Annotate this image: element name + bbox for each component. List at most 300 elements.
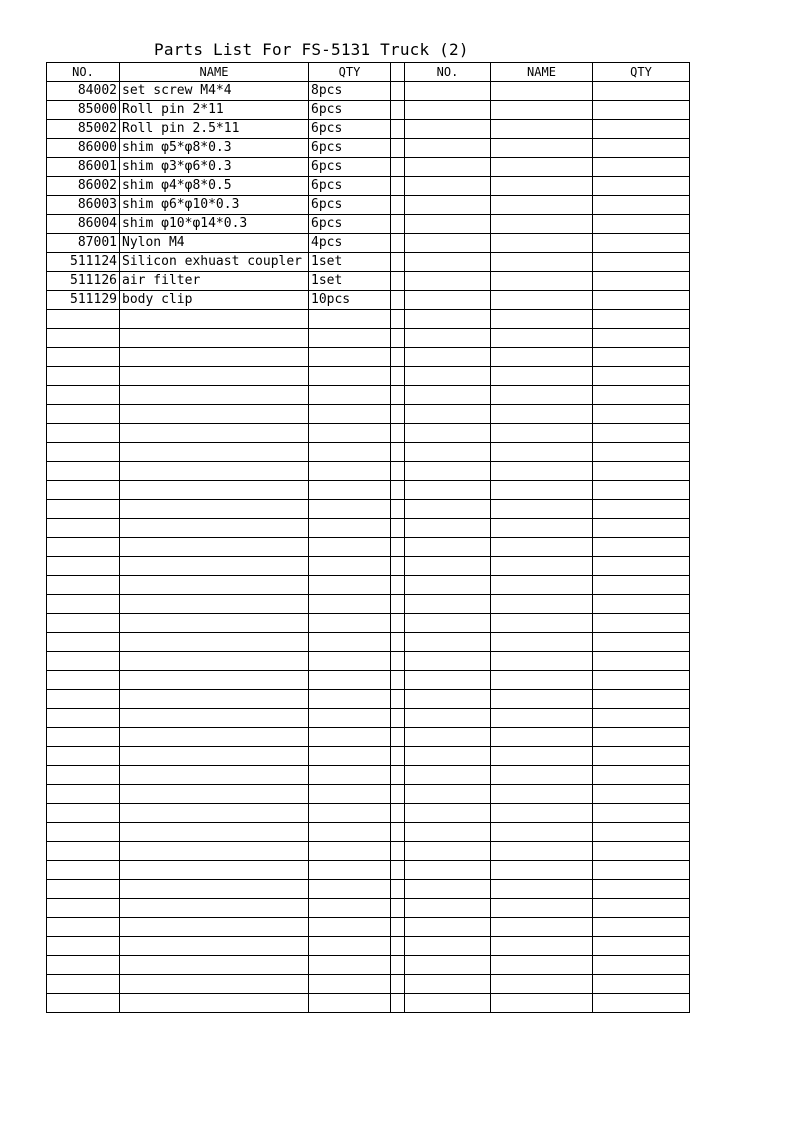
cell-qty: [309, 690, 391, 709]
cell-qty-right: [593, 82, 690, 101]
cell-gap: [391, 709, 405, 728]
cell-no: 87001: [47, 234, 120, 253]
cell-qty: [309, 614, 391, 633]
header-name-right: NAME: [491, 63, 593, 82]
cell-qty: [309, 633, 391, 652]
cell-qty: [309, 519, 391, 538]
cell-qty-right: [593, 120, 690, 139]
table-row: [47, 405, 690, 424]
cell-no-right: [405, 595, 491, 614]
cell-qty: [309, 975, 391, 994]
cell-qty-right: [593, 994, 690, 1013]
cell-name: [120, 614, 309, 633]
cell-no-right: [405, 215, 491, 234]
cell-no: [47, 348, 120, 367]
cell-gap: [391, 443, 405, 462]
cell-no-right: [405, 785, 491, 804]
cell-qty: 1set: [309, 253, 391, 272]
cell-qty-right: [593, 215, 690, 234]
cell-qty-right: [593, 158, 690, 177]
cell-qty-right: [593, 538, 690, 557]
cell-gap: [391, 519, 405, 538]
cell-gap: [391, 899, 405, 918]
cell-qty-right: [593, 462, 690, 481]
cell-name-right: [491, 386, 593, 405]
cell-name-right: [491, 253, 593, 272]
cell-gap: [391, 766, 405, 785]
cell-qty: [309, 310, 391, 329]
table-row: [47, 367, 690, 386]
cell-no-right: [405, 557, 491, 576]
cell-no: [47, 329, 120, 348]
cell-no-right: [405, 538, 491, 557]
cell-no: [47, 937, 120, 956]
cell-name-right: [491, 500, 593, 519]
cell-no: 86002: [47, 177, 120, 196]
cell-name: [120, 804, 309, 823]
cell-no-right: [405, 234, 491, 253]
cell-qty-right: [593, 139, 690, 158]
cell-qty-right: [593, 975, 690, 994]
cell-name-right: [491, 728, 593, 747]
cell-gap: [391, 120, 405, 139]
cell-name-right: [491, 424, 593, 443]
cell-no: [47, 519, 120, 538]
cell-name: body clip: [120, 291, 309, 310]
cell-qty: [309, 462, 391, 481]
cell-qty: 10pcs: [309, 291, 391, 310]
cell-qty-right: [593, 880, 690, 899]
cell-no: [47, 709, 120, 728]
cell-qty-right: [593, 937, 690, 956]
cell-no: 86001: [47, 158, 120, 177]
table-row: [47, 310, 690, 329]
cell-name: [120, 633, 309, 652]
cell-gap: [391, 215, 405, 234]
cell-no: 85002: [47, 120, 120, 139]
cell-qty-right: [593, 595, 690, 614]
cell-gap: [391, 823, 405, 842]
cell-no: [47, 785, 120, 804]
cell-no-right: [405, 367, 491, 386]
cell-qty-right: [593, 386, 690, 405]
table-row: [47, 272, 690, 291]
cell-name: [120, 728, 309, 747]
header-no-left: NO.: [47, 63, 120, 82]
cell-no-right: [405, 405, 491, 424]
cell-qty-right: [593, 576, 690, 595]
cell-no-right: [405, 253, 491, 272]
cell-name: [120, 462, 309, 481]
cell-gap: [391, 861, 405, 880]
parts-table: [46, 62, 690, 1013]
table-row: [47, 956, 690, 975]
cell-gap: [391, 595, 405, 614]
cell-no: [47, 595, 120, 614]
cell-name: shim φ5*φ8*0.3: [120, 139, 309, 158]
cell-name-right: [491, 158, 593, 177]
cell-gap: [391, 690, 405, 709]
cell-name: [120, 367, 309, 386]
cell-name-right: [491, 196, 593, 215]
cell-no-right: [405, 386, 491, 405]
cell-name: [120, 481, 309, 500]
cell-no-right: [405, 519, 491, 538]
cell-no: 86000: [47, 139, 120, 158]
cell-no: [47, 481, 120, 500]
cell-name-right: [491, 747, 593, 766]
table-row: [47, 709, 690, 728]
cell-qty-right: [593, 443, 690, 462]
table-row: [47, 804, 690, 823]
cell-name: [120, 785, 309, 804]
cell-name-right: [491, 443, 593, 462]
cell-no-right: [405, 671, 491, 690]
cell-name-right: [491, 139, 593, 158]
cell-no: 511124: [47, 253, 120, 272]
cell-name-right: [491, 481, 593, 500]
cell-qty: [309, 348, 391, 367]
cell-name-right: [491, 614, 593, 633]
cell-qty-right: [593, 367, 690, 386]
cell-qty-right: [593, 842, 690, 861]
cell-qty: [309, 937, 391, 956]
cell-name: [120, 348, 309, 367]
table-row: [47, 652, 690, 671]
cell-name-right: [491, 861, 593, 880]
header-qty-left: QTY: [309, 63, 391, 82]
cell-name: [120, 842, 309, 861]
cell-gap: [391, 291, 405, 310]
table-row: [47, 899, 690, 918]
cell-qty: 6pcs: [309, 177, 391, 196]
cell-name-right: [491, 633, 593, 652]
cell-qty-right: [593, 614, 690, 633]
cell-no-right: [405, 728, 491, 747]
cell-qty-right: [593, 633, 690, 652]
cell-qty-right: [593, 918, 690, 937]
cell-name-right: [491, 272, 593, 291]
cell-name-right: [491, 557, 593, 576]
cell-no-right: [405, 101, 491, 120]
cell-gap: [391, 576, 405, 595]
cell-name: [120, 994, 309, 1013]
cell-name: [120, 975, 309, 994]
table-row: [47, 842, 690, 861]
table-row: [47, 234, 690, 253]
cell-no: 86004: [47, 215, 120, 234]
cell-no: [47, 310, 120, 329]
cell-name: [120, 329, 309, 348]
cell-no-right: [405, 956, 491, 975]
cell-qty-right: [593, 709, 690, 728]
cell-qty: [309, 728, 391, 747]
cell-name-right: [491, 937, 593, 956]
table-row: [47, 101, 690, 120]
cell-no-right: [405, 842, 491, 861]
cell-qty: [309, 899, 391, 918]
cell-gap: [391, 880, 405, 899]
cell-name-right: [491, 101, 593, 120]
cell-name: Roll pin 2*11: [120, 101, 309, 120]
cell-qty: [309, 329, 391, 348]
table-row: [47, 462, 690, 481]
cell-no: [47, 538, 120, 557]
cell-no-right: [405, 310, 491, 329]
cell-name: [120, 671, 309, 690]
table-row: [47, 994, 690, 1013]
cell-no: [47, 899, 120, 918]
cell-name: [120, 747, 309, 766]
cell-no-right: [405, 82, 491, 101]
cell-name-right: [491, 329, 593, 348]
cell-no-right: [405, 348, 491, 367]
cell-name: Roll pin 2.5*11: [120, 120, 309, 139]
table-row: [47, 633, 690, 652]
cell-name-right: [491, 823, 593, 842]
table-row: [47, 82, 690, 101]
cell-no: [47, 690, 120, 709]
table-header-row: [47, 63, 690, 82]
cell-gap: [391, 614, 405, 633]
cell-qty-right: [593, 899, 690, 918]
cell-no-right: [405, 120, 491, 139]
cell-qty: [309, 918, 391, 937]
header-qty-right: QTY: [593, 63, 690, 82]
cell-gap: [391, 253, 405, 272]
cell-qty: [309, 576, 391, 595]
cell-gap: [391, 975, 405, 994]
table-row: [47, 880, 690, 899]
cell-name-right: [491, 367, 593, 386]
cell-gap: [391, 82, 405, 101]
cell-qty: [309, 557, 391, 576]
cell-no: 86003: [47, 196, 120, 215]
cell-qty-right: [593, 329, 690, 348]
cell-no: [47, 557, 120, 576]
cell-gap: [391, 671, 405, 690]
cell-name: [120, 937, 309, 956]
table-row: [47, 500, 690, 519]
cell-qty: 6pcs: [309, 120, 391, 139]
cell-gap: [391, 462, 405, 481]
cell-qty: [309, 842, 391, 861]
cell-qty: [309, 481, 391, 500]
cell-gap: [391, 918, 405, 937]
cell-name: [120, 576, 309, 595]
cell-qty-right: [593, 101, 690, 120]
cell-no: [47, 956, 120, 975]
cell-qty: [309, 766, 391, 785]
cell-name-right: [491, 348, 593, 367]
table-row: [47, 253, 690, 272]
cell-qty-right: [593, 690, 690, 709]
cell-name: [120, 880, 309, 899]
cell-no-right: [405, 443, 491, 462]
table-row: [47, 576, 690, 595]
cell-qty: [309, 424, 391, 443]
cell-qty-right: [593, 747, 690, 766]
cell-gap: [391, 348, 405, 367]
cell-qty-right: [593, 519, 690, 538]
cell-name: [120, 310, 309, 329]
cell-name: Nylon M4: [120, 234, 309, 253]
cell-no: [47, 880, 120, 899]
cell-qty-right: [593, 272, 690, 291]
cell-gap: [391, 234, 405, 253]
cell-no: [47, 652, 120, 671]
cell-no-right: [405, 804, 491, 823]
cell-gap: [391, 804, 405, 823]
cell-qty-right: [593, 234, 690, 253]
cell-no-right: [405, 975, 491, 994]
cell-qty: [309, 861, 391, 880]
cell-name: set screw M4*4: [120, 82, 309, 101]
cell-name-right: [491, 785, 593, 804]
cell-name-right: [491, 462, 593, 481]
cell-name: [120, 500, 309, 519]
cell-gap: [391, 500, 405, 519]
cell-qty-right: [593, 177, 690, 196]
cell-name: shim φ6*φ10*0.3: [120, 196, 309, 215]
cell-name: [120, 956, 309, 975]
cell-no-right: [405, 880, 491, 899]
cell-name: [120, 405, 309, 424]
cell-name-right: [491, 975, 593, 994]
cell-no-right: [405, 291, 491, 310]
cell-qty-right: [593, 652, 690, 671]
cell-no: [47, 443, 120, 462]
cell-qty-right: [593, 424, 690, 443]
table-row: [47, 291, 690, 310]
cell-no-right: [405, 899, 491, 918]
cell-name: [120, 386, 309, 405]
cell-no: [47, 405, 120, 424]
cell-qty-right: [593, 253, 690, 272]
table-row: [47, 215, 690, 234]
cell-qty-right: [593, 804, 690, 823]
cell-qty: [309, 671, 391, 690]
cell-qty: [309, 823, 391, 842]
cell-name-right: [491, 215, 593, 234]
cell-no-right: [405, 633, 491, 652]
cell-gap: [391, 481, 405, 500]
cell-name-right: [491, 994, 593, 1013]
table-row: [47, 728, 690, 747]
cell-name: [120, 538, 309, 557]
cell-name-right: [491, 82, 593, 101]
cell-no: [47, 671, 120, 690]
cell-qty-right: [593, 671, 690, 690]
cell-qty-right: [593, 291, 690, 310]
table-row: [47, 196, 690, 215]
cell-qty-right: [593, 557, 690, 576]
cell-qty: 4pcs: [309, 234, 391, 253]
cell-no: [47, 728, 120, 747]
cell-no: [47, 576, 120, 595]
cell-qty: [309, 747, 391, 766]
cell-qty: [309, 785, 391, 804]
cell-no-right: [405, 272, 491, 291]
cell-no-right: [405, 861, 491, 880]
cell-name-right: [491, 120, 593, 139]
cell-no-right: [405, 652, 491, 671]
cell-qty: 6pcs: [309, 101, 391, 120]
cell-qty: [309, 880, 391, 899]
cell-no-right: [405, 329, 491, 348]
cell-no-right: [405, 690, 491, 709]
cell-no-right: [405, 766, 491, 785]
table-row: [47, 918, 690, 937]
cell-gap: [391, 956, 405, 975]
cell-name: [120, 823, 309, 842]
table-row: [47, 595, 690, 614]
cell-name-right: [491, 177, 593, 196]
table-row: [47, 538, 690, 557]
table-row: [47, 386, 690, 405]
cell-qty-right: [593, 481, 690, 500]
table-row: [47, 120, 690, 139]
header-gap: [391, 63, 405, 82]
table-row: [47, 785, 690, 804]
cell-qty: 1set: [309, 272, 391, 291]
cell-no-right: [405, 177, 491, 196]
cell-no-right: [405, 424, 491, 443]
cell-no-right: [405, 823, 491, 842]
cell-no: [47, 386, 120, 405]
cell-no: [47, 462, 120, 481]
cell-name: [120, 861, 309, 880]
cell-qty: [309, 367, 391, 386]
cell-name: [120, 595, 309, 614]
cell-no: [47, 614, 120, 633]
cell-gap: [391, 329, 405, 348]
cell-name-right: [491, 538, 593, 557]
cell-name: shim φ4*φ8*0.5: [120, 177, 309, 196]
cell-name-right: [491, 766, 593, 785]
cell-no: [47, 424, 120, 443]
cell-qty: 6pcs: [309, 215, 391, 234]
cell-qty-right: [593, 500, 690, 519]
cell-name: [120, 899, 309, 918]
cell-qty-right: [593, 728, 690, 747]
cell-qty: [309, 443, 391, 462]
cell-qty: [309, 386, 391, 405]
cell-gap: [391, 728, 405, 747]
table-row: [47, 937, 690, 956]
cell-name-right: [491, 595, 593, 614]
cell-no: [47, 975, 120, 994]
table-row: [47, 557, 690, 576]
cell-name: Silicon exhuast coupler: [120, 253, 309, 272]
cell-name: [120, 443, 309, 462]
cell-qty-right: [593, 785, 690, 804]
cell-no-right: [405, 158, 491, 177]
cell-gap: [391, 747, 405, 766]
cell-qty-right: [593, 310, 690, 329]
cell-qty-right: [593, 766, 690, 785]
cell-name-right: [491, 234, 593, 253]
cell-name-right: [491, 842, 593, 861]
cell-gap: [391, 557, 405, 576]
cell-gap: [391, 538, 405, 557]
table-row: [47, 329, 690, 348]
table-row: [47, 424, 690, 443]
table-row: [47, 690, 690, 709]
cell-no: [47, 747, 120, 766]
cell-qty: [309, 500, 391, 519]
table-row: [47, 823, 690, 842]
